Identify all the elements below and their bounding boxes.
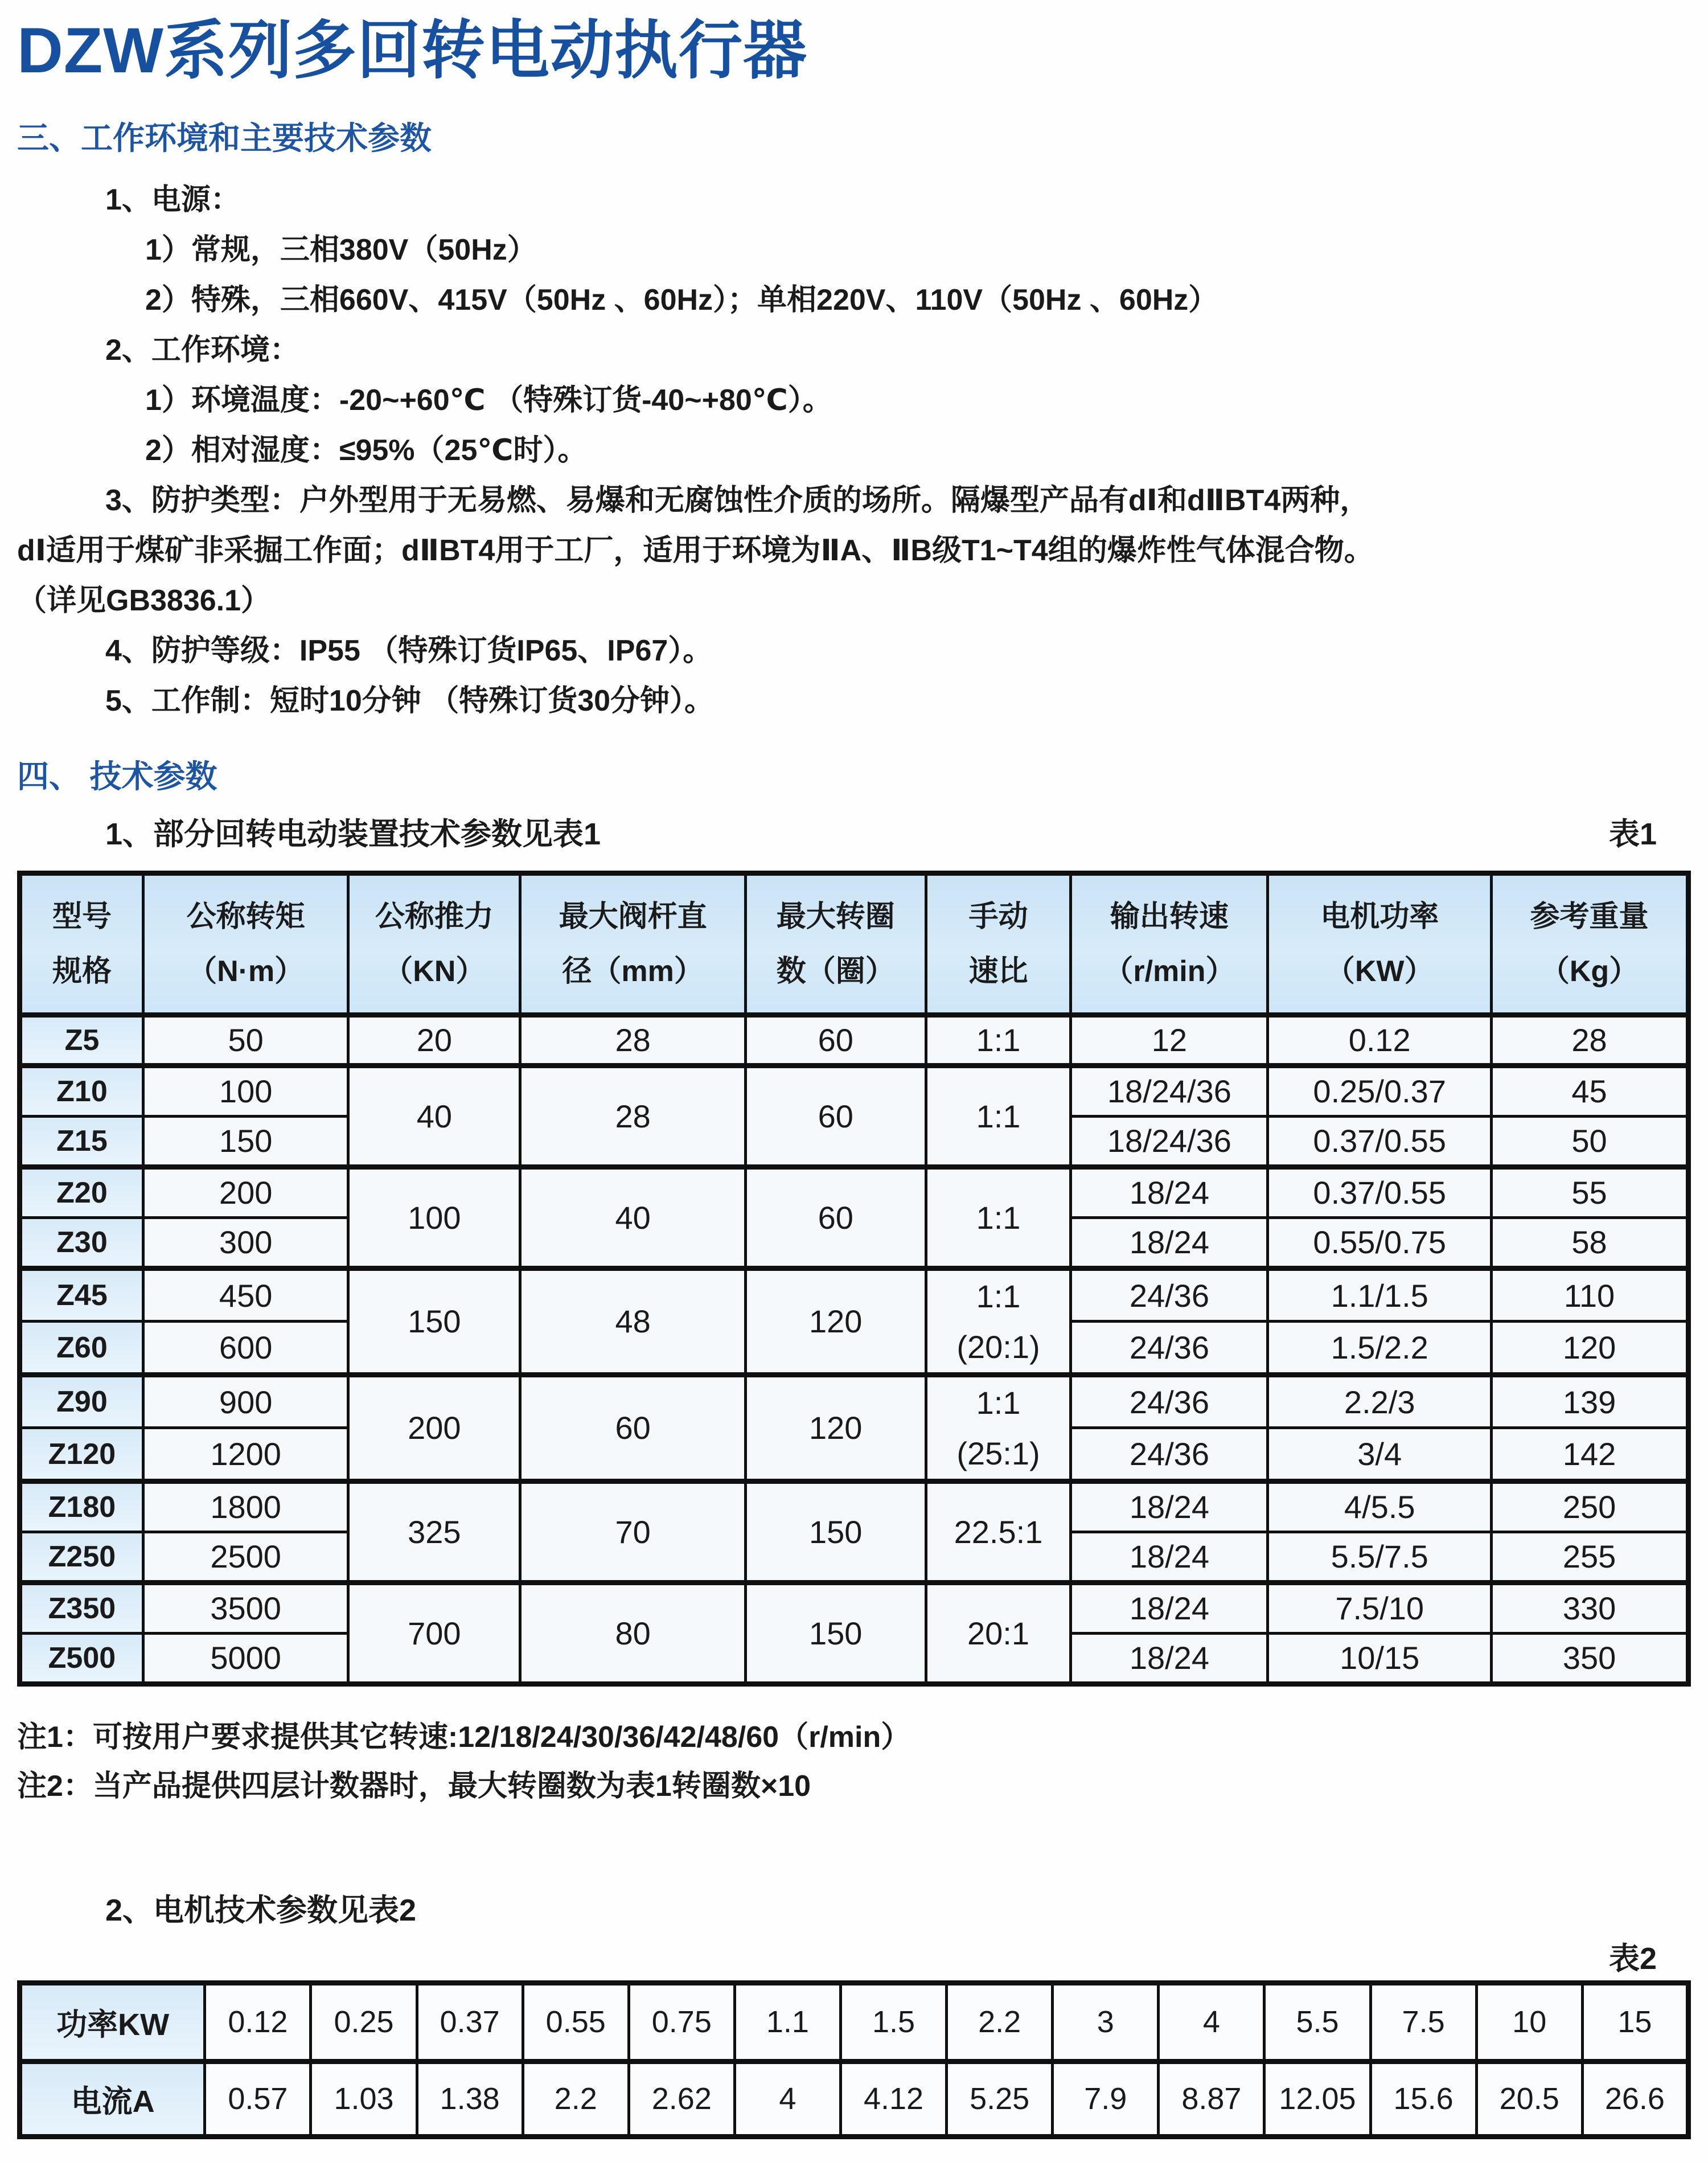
t1-cell-torque: 50	[143, 1015, 348, 1065]
t1-model-cell: Z60	[20, 1322, 143, 1375]
text-line-temperature: 1）环境温度：-20~+60℃ （特殊订货-40~+80℃）。	[145, 384, 832, 417]
t1-cell-torque: 600	[143, 1322, 348, 1375]
t1-cell-ratio: 1:1	[926, 1015, 1071, 1065]
t1-cell-torque: 100	[143, 1065, 348, 1116]
text-line-power-normal: 1）常规，三相380V（50Hz）	[145, 233, 537, 267]
t1-cell-speed: 18/24	[1071, 1582, 1268, 1633]
text-line-duty-cycle: 5、工作制：短时10分钟 （特殊订货30分钟）。	[105, 684, 715, 718]
t1-cell-stem: 28	[520, 1015, 746, 1065]
table2-power-row	[20, 1983, 1689, 2061]
t1-cell-power: 0.37/0.55	[1268, 1116, 1492, 1167]
t2-cell-power: 0.25	[311, 1983, 417, 2061]
t1-cell-stem: 40	[520, 1167, 746, 1268]
t1-cell-power: 2.2/3	[1268, 1375, 1492, 1428]
table2-current-row	[20, 2061, 1689, 2136]
text-line-protection-type-3: （详见GB3836.1）	[17, 584, 271, 618]
t2-row-label-power: 功率KW	[20, 1983, 205, 2061]
t1-cell-weight: 28	[1492, 1015, 1689, 1065]
t1-cell-speed: 24/36	[1071, 1322, 1268, 1375]
t2-cell-current: 2.62	[629, 2061, 734, 2136]
t1-header-output-speed: 输出转速 （r/min）	[1071, 873, 1268, 1015]
table-row-z45	[20, 1268, 1689, 1322]
t2-cell-power: 5.5	[1264, 1983, 1370, 2061]
t1-cell-ratio: 1:1	[926, 1065, 1071, 1167]
t2-cell-current: 1.03	[311, 2061, 417, 2136]
t2-cell-current: 4	[734, 2061, 840, 2136]
t2-cell-power: 0.55	[523, 1983, 629, 2061]
t2-cell-current: 0.57	[205, 2061, 311, 2136]
t2-cell-power: 2.2	[947, 1983, 1053, 2061]
t1-cell-stem: 48	[520, 1268, 746, 1375]
t1-cell-turns: 120	[745, 1268, 926, 1375]
t1-cell-speed: 24/36	[1071, 1428, 1268, 1482]
t2-cell-power: 7.5	[1370, 1983, 1476, 2061]
t2-cell-current: 15.6	[1370, 2061, 1476, 2136]
t1-model-cell: Z30	[20, 1217, 143, 1268]
t1-cell-turns: 60	[745, 1015, 926, 1065]
t1-header-max-turns: 最大转圈 数（圈）	[745, 873, 926, 1015]
table2-caption: 2、电机技术参数见表2	[105, 1893, 417, 1927]
table1-caption: 1、部分回转电动装置技术参数见表1	[105, 817, 601, 851]
t1-cell-power: 0.12	[1268, 1015, 1492, 1065]
t1-cell-speed: 18/24	[1071, 1532, 1268, 1582]
text-line-protection-grade: 4、防护等级：IP55 （特殊订货IP65、IP67）。	[105, 634, 713, 668]
t1-cell-torque: 900	[143, 1375, 348, 1428]
t1-header-manual-ratio: 手动 速比	[926, 873, 1071, 1015]
t1-cell-thrust: 200	[348, 1375, 520, 1481]
t1-cell-weight: 120	[1492, 1322, 1689, 1375]
t1-model-cell: Z10	[20, 1065, 143, 1116]
t2-cell-power: 10	[1476, 1983, 1582, 2061]
t1-cell-power: 10/15	[1268, 1633, 1492, 1684]
t1-cell-thrust: 20	[348, 1015, 520, 1065]
t2-cell-power: 0.12	[205, 1983, 311, 2061]
text-line-power: 1、电源：	[105, 183, 240, 217]
t1-cell-speed: 12	[1071, 1015, 1268, 1065]
t1-cell-weight: 142	[1492, 1428, 1689, 1482]
t1-cell-turns: 150	[745, 1481, 926, 1582]
t1-cell-weight: 55	[1492, 1167, 1689, 1217]
section3-heading: 三、工作环境和主要技术参数	[17, 120, 432, 156]
t1-cell-thrust: 40	[348, 1065, 520, 1167]
t1-cell-ratio: 1:1	[926, 1167, 1071, 1268]
text-line-power-special: 2）特殊，三相660V、415V（50Hz 、60Hz）；单相220V、110V（50Hz 、60Hz）	[145, 284, 1218, 317]
t2-row-label-current: 电流A	[20, 2061, 205, 2136]
t1-cell-stem: 70	[520, 1481, 746, 1582]
t1-cell-torque: 3500	[143, 1582, 348, 1633]
t1-cell-thrust: 150	[348, 1268, 520, 1375]
t1-cell-weight: 330	[1492, 1582, 1689, 1633]
t1-cell-speed: 24/36	[1071, 1268, 1268, 1322]
t1-cell-weight: 350	[1492, 1633, 1689, 1684]
t2-cell-current: 2.2	[523, 2061, 629, 2136]
t1-cell-torque: 300	[143, 1217, 348, 1268]
t2-cell-current: 26.6	[1582, 2061, 1688, 2136]
t1-cell-weight: 110	[1492, 1268, 1689, 1322]
table-row-z5	[20, 1015, 1689, 1065]
t1-cell-turns: 60	[745, 1167, 926, 1268]
t1-cell-power: 4/5.5	[1268, 1481, 1492, 1532]
t1-model-cell: Z5	[20, 1015, 143, 1065]
t1-header-ref-weight: 参考重量 （Kg）	[1492, 873, 1689, 1015]
t2-cell-current: 7.9	[1053, 2061, 1159, 2136]
t1-cell-speed: 18/24/36	[1071, 1116, 1268, 1167]
t1-cell-weight: 45	[1492, 1065, 1689, 1116]
t1-cell-weight: 255	[1492, 1532, 1689, 1582]
t2-cell-current: 5.25	[947, 2061, 1053, 2136]
text-line-protection-type-1: 3、防护类型：户外型用于无易燃、易爆和无腐蚀性介质的场所。隔爆型产品有dⅠ和dⅡBT4两种，	[105, 484, 1370, 518]
t2-cell-power: 1.5	[840, 1983, 946, 2061]
t1-cell-turns: 120	[745, 1375, 926, 1481]
t2-cell-current: 8.87	[1159, 2061, 1264, 2136]
t1-cell-power: 1.5/2.2	[1268, 1322, 1492, 1375]
t1-header-motor-power: 电机功率 （KW）	[1268, 873, 1492, 1015]
table1-caption-row	[17, 818, 1691, 850]
t1-cell-power: 7.5/10	[1268, 1582, 1492, 1633]
t1-model-cell: Z20	[20, 1167, 143, 1217]
t1-cell-power: 0.25/0.37	[1268, 1065, 1492, 1116]
t1-cell-power: 3/4	[1268, 1428, 1492, 1482]
t1-header-stem-diameter: 最大阀杆直 径（mm）	[520, 873, 746, 1015]
t1-cell-weight: 139	[1492, 1375, 1689, 1428]
t2-cell-current: 12.05	[1264, 2061, 1370, 2136]
t1-model-cell: Z350	[20, 1582, 143, 1633]
table2-motor-parameters	[17, 1980, 1691, 2139]
table1-technical-parameters	[17, 871, 1691, 1687]
t1-header-model: 型号 规格	[20, 873, 143, 1015]
t1-cell-turns: 150	[745, 1582, 926, 1684]
t1-cell-speed: 18/24	[1071, 1167, 1268, 1217]
t2-cell-power: 0.37	[417, 1983, 523, 2061]
table-row-z180	[20, 1481, 1689, 1532]
t1-cell-thrust: 100	[348, 1167, 520, 1268]
t1-cell-thrust: 700	[348, 1582, 520, 1684]
t1-cell-speed: 18/24/36	[1071, 1065, 1268, 1116]
t1-cell-speed: 18/24	[1071, 1217, 1268, 1268]
t1-model-cell: Z500	[20, 1633, 143, 1684]
t1-cell-ratio: 1:1 (25:1)	[926, 1375, 1071, 1481]
t2-cell-current: 20.5	[1476, 2061, 1582, 2136]
t2-cell-power: 0.75	[629, 1983, 734, 2061]
t1-cell-torque: 2500	[143, 1532, 348, 1582]
t1-cell-power: 0.55/0.75	[1268, 1217, 1492, 1268]
t1-cell-torque: 200	[143, 1167, 348, 1217]
text-line-protection-type-2: dⅠ适用于煤矿非采掘工作面；dⅡBT4用于工厂，适用于环境为ⅡA、ⅡB级T1~T4组的爆炸性气体混合物。	[17, 534, 1374, 568]
t1-cell-weight: 250	[1492, 1481, 1689, 1532]
table-row-z90	[20, 1375, 1689, 1428]
t1-cell-turns: 60	[745, 1065, 926, 1167]
table-row-z10	[20, 1065, 1689, 1116]
t1-cell-speed: 18/24	[1071, 1481, 1268, 1532]
t1-cell-torque: 150	[143, 1116, 348, 1167]
t1-cell-stem: 80	[520, 1582, 746, 1684]
table-row-z350	[20, 1582, 1689, 1633]
note-1: 注1：可按用户要求提供其它转速:12/18/24/30/36/42/48/60（r/min）	[17, 1720, 911, 1754]
text-line-environment: 2、工作环境：	[105, 334, 299, 367]
note-2: 注2：当产品提供四层计数器时，最大转圈数为表1转圈数×10	[17, 1769, 811, 1803]
t1-cell-torque: 1200	[143, 1428, 348, 1482]
table1-header-row	[20, 873, 1689, 1015]
section3-body	[17, 175, 1691, 726]
table2-label: 表2	[1608, 1941, 1657, 1976]
t2-cell-current: 4.12	[840, 2061, 946, 2136]
t2-cell-power: 15	[1582, 1983, 1688, 2061]
t1-cell-speed: 24/36	[1071, 1375, 1268, 1428]
t1-cell-ratio: 20:1	[926, 1582, 1071, 1684]
section4-heading: 四、 技术参数	[17, 758, 217, 795]
t1-cell-ratio: 22.5:1	[926, 1481, 1071, 1582]
t1-cell-stem: 60	[520, 1375, 746, 1481]
table1-label: 表1	[1608, 817, 1657, 851]
t1-cell-power: 0.37/0.55	[1268, 1167, 1492, 1217]
t1-cell-ratio: 1:1 (20:1)	[926, 1268, 1071, 1375]
t1-cell-power: 1.1/1.5	[1268, 1268, 1492, 1322]
t1-cell-thrust: 325	[348, 1481, 520, 1582]
table-row-z20	[20, 1167, 1689, 1217]
t1-cell-power: 5.5/7.5	[1268, 1532, 1492, 1582]
t1-model-cell: Z90	[20, 1375, 143, 1428]
t1-model-cell: Z180	[20, 1481, 143, 1532]
table1-notes	[17, 1713, 1691, 1811]
t2-cell-power: 3	[1053, 1983, 1159, 2061]
t2-cell-power: 4	[1159, 1983, 1264, 2061]
t1-header-thrust: 公称推力 （KN）	[348, 873, 520, 1015]
t1-cell-torque: 1800	[143, 1481, 348, 1532]
t1-cell-weight: 50	[1492, 1116, 1689, 1167]
t1-model-cell: Z15	[20, 1116, 143, 1167]
t1-model-cell: Z120	[20, 1428, 143, 1482]
t1-cell-torque: 5000	[143, 1633, 348, 1684]
t1-cell-torque: 450	[143, 1268, 348, 1322]
t1-model-cell: Z250	[20, 1532, 143, 1582]
t2-cell-current: 1.38	[417, 2061, 523, 2136]
t1-cell-stem: 28	[520, 1065, 746, 1167]
t2-cell-power: 1.1	[734, 1983, 840, 2061]
t1-model-cell: Z45	[20, 1268, 143, 1322]
page-title: DZW系列多回转电动执行器	[17, 15, 808, 86]
t1-cell-weight: 58	[1492, 1217, 1689, 1268]
text-line-humidity: 2）相对湿度：≤95%（25℃时）。	[145, 434, 588, 467]
t1-cell-speed: 18/24	[1071, 1633, 1268, 1684]
t1-header-torque: 公称转矩 （N·m）	[143, 873, 348, 1015]
